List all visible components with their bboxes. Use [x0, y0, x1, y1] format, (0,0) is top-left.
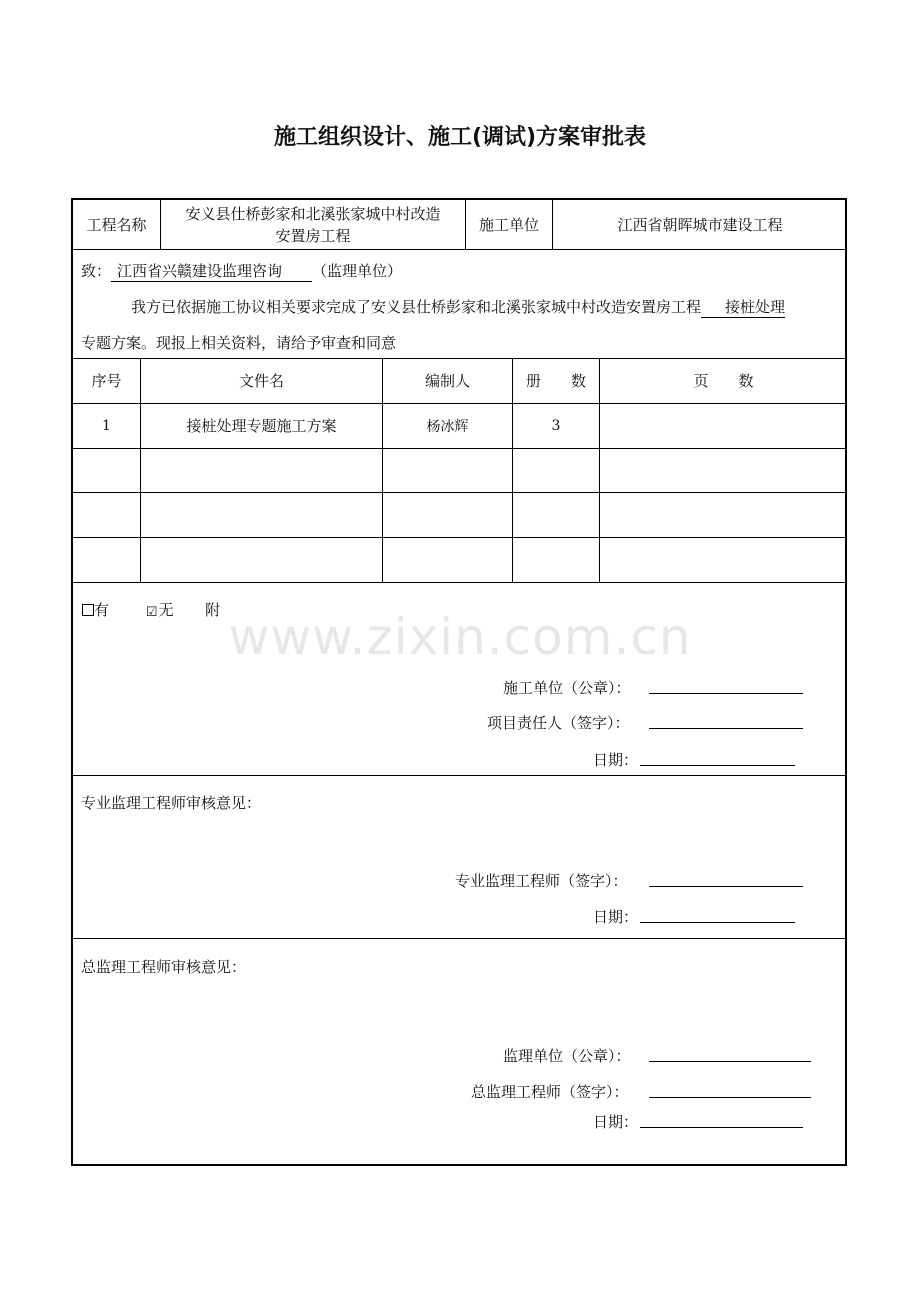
chief-signature-line[interactable] — [649, 1097, 811, 1098]
divider — [73, 582, 845, 583]
notice-to-suffix: （监理单位） — [312, 262, 403, 280]
chief-date-label: 日期： — [593, 1113, 639, 1131]
chief-sign-label: 总监理工程师（签字）： — [471, 1083, 629, 1101]
divider — [73, 938, 845, 939]
col-header-filename: 文件名 — [238, 372, 284, 390]
table-cell — [73, 537, 140, 582]
divider — [73, 775, 845, 776]
notice-body-line1 — [131, 296, 785, 318]
table-cell: 杨冰辉 — [426, 418, 469, 435]
table-cell — [383, 448, 512, 492]
table-cell — [600, 448, 847, 492]
contractor-label: 施工单位 — [478, 216, 539, 234]
notice-body-line2: 专题方案。现报上相关资料，请给予审查和同意 — [81, 334, 397, 352]
approval-form — [71, 198, 847, 1166]
notice-body-text: 我方已依据施工协议相关要求完成了安义县仕桥彭家和北溪张家城中村改造安置房工程 — [131, 298, 702, 316]
project-name-value — [161, 200, 465, 249]
table-cell — [513, 448, 599, 492]
supervisor-date-line[interactable] — [640, 922, 795, 923]
project-name-label: 工程名称 — [86, 216, 147, 234]
table-cell — [383, 537, 512, 582]
supervisor-signature-line[interactable] — [649, 886, 803, 887]
project-manager-signature-line[interactable] — [649, 728, 803, 729]
table-cell — [73, 448, 140, 492]
contractor-date-label: 日期： — [593, 751, 639, 769]
project-name-line1: 安义县仕桥彭家和北溪张家城中村改造 — [185, 204, 441, 223]
table-cell — [600, 537, 847, 582]
watermark: www.zixin.com.cn — [228, 608, 692, 666]
contractor-value: 江西省朝晖城市建设工程 — [617, 216, 783, 234]
supervisor-date-label: 日期： — [593, 908, 639, 926]
supervisor-review-heading: 专业监理工程师审核意见： — [81, 794, 262, 812]
attachment-label: 附 — [205, 601, 221, 619]
notice-body-fill: 接桩处理 — [701, 296, 785, 318]
col-header-volumes: 册 数 — [525, 372, 586, 390]
col-header-pages: 页 数 — [693, 372, 754, 390]
contractor-seal-label: 施工单位（公章）： — [503, 679, 631, 697]
chief-date-line[interactable] — [640, 1127, 803, 1128]
table-cell — [513, 492, 599, 537]
col-header-index: 序号 — [91, 372, 122, 390]
table-cell — [383, 492, 512, 537]
attachment-no-checkbox[interactable]: ☑ — [145, 605, 158, 620]
notice-to-prefix: 致： — [81, 262, 112, 280]
table-cell — [73, 492, 140, 537]
attachment-no-label: 无 — [158, 601, 174, 619]
table-cell: 3 — [551, 417, 561, 434]
table-cell — [600, 403, 847, 448]
chief-seal-label: 监理单位（公章）： — [503, 1047, 631, 1065]
table-cell — [141, 448, 382, 492]
notice-to — [81, 260, 402, 282]
col-header-author: 编制人 — [424, 372, 470, 390]
contractor-seal-line[interactable] — [649, 693, 803, 694]
chief-review-heading: 总监理工程师审核意见： — [81, 958, 247, 976]
supervisor-sign-label: 专业监理工程师（签字）： — [455, 872, 628, 890]
project-manager-label: 项目责任人（签字）： — [487, 714, 630, 732]
chief-seal-line[interactable] — [649, 1061, 811, 1062]
table-cell — [141, 537, 382, 582]
table-cell: 接桩处理专题施工方案 — [186, 417, 337, 435]
contractor-date-line[interactable] — [640, 765, 795, 766]
table-cell — [600, 492, 847, 537]
table-cell — [141, 492, 382, 537]
table-cell — [513, 537, 599, 582]
divider — [73, 249, 845, 250]
attachment-yes-label: 有 — [94, 601, 110, 619]
project-name-line2: 安置房工程 — [275, 226, 351, 245]
supervisor-unit-value: 江西省兴赣建设监理咨询 — [111, 260, 312, 282]
table-cell: 1 — [102, 417, 111, 434]
page-title: 施工组织设计、施工(调试)方案审批表 — [273, 125, 647, 150]
